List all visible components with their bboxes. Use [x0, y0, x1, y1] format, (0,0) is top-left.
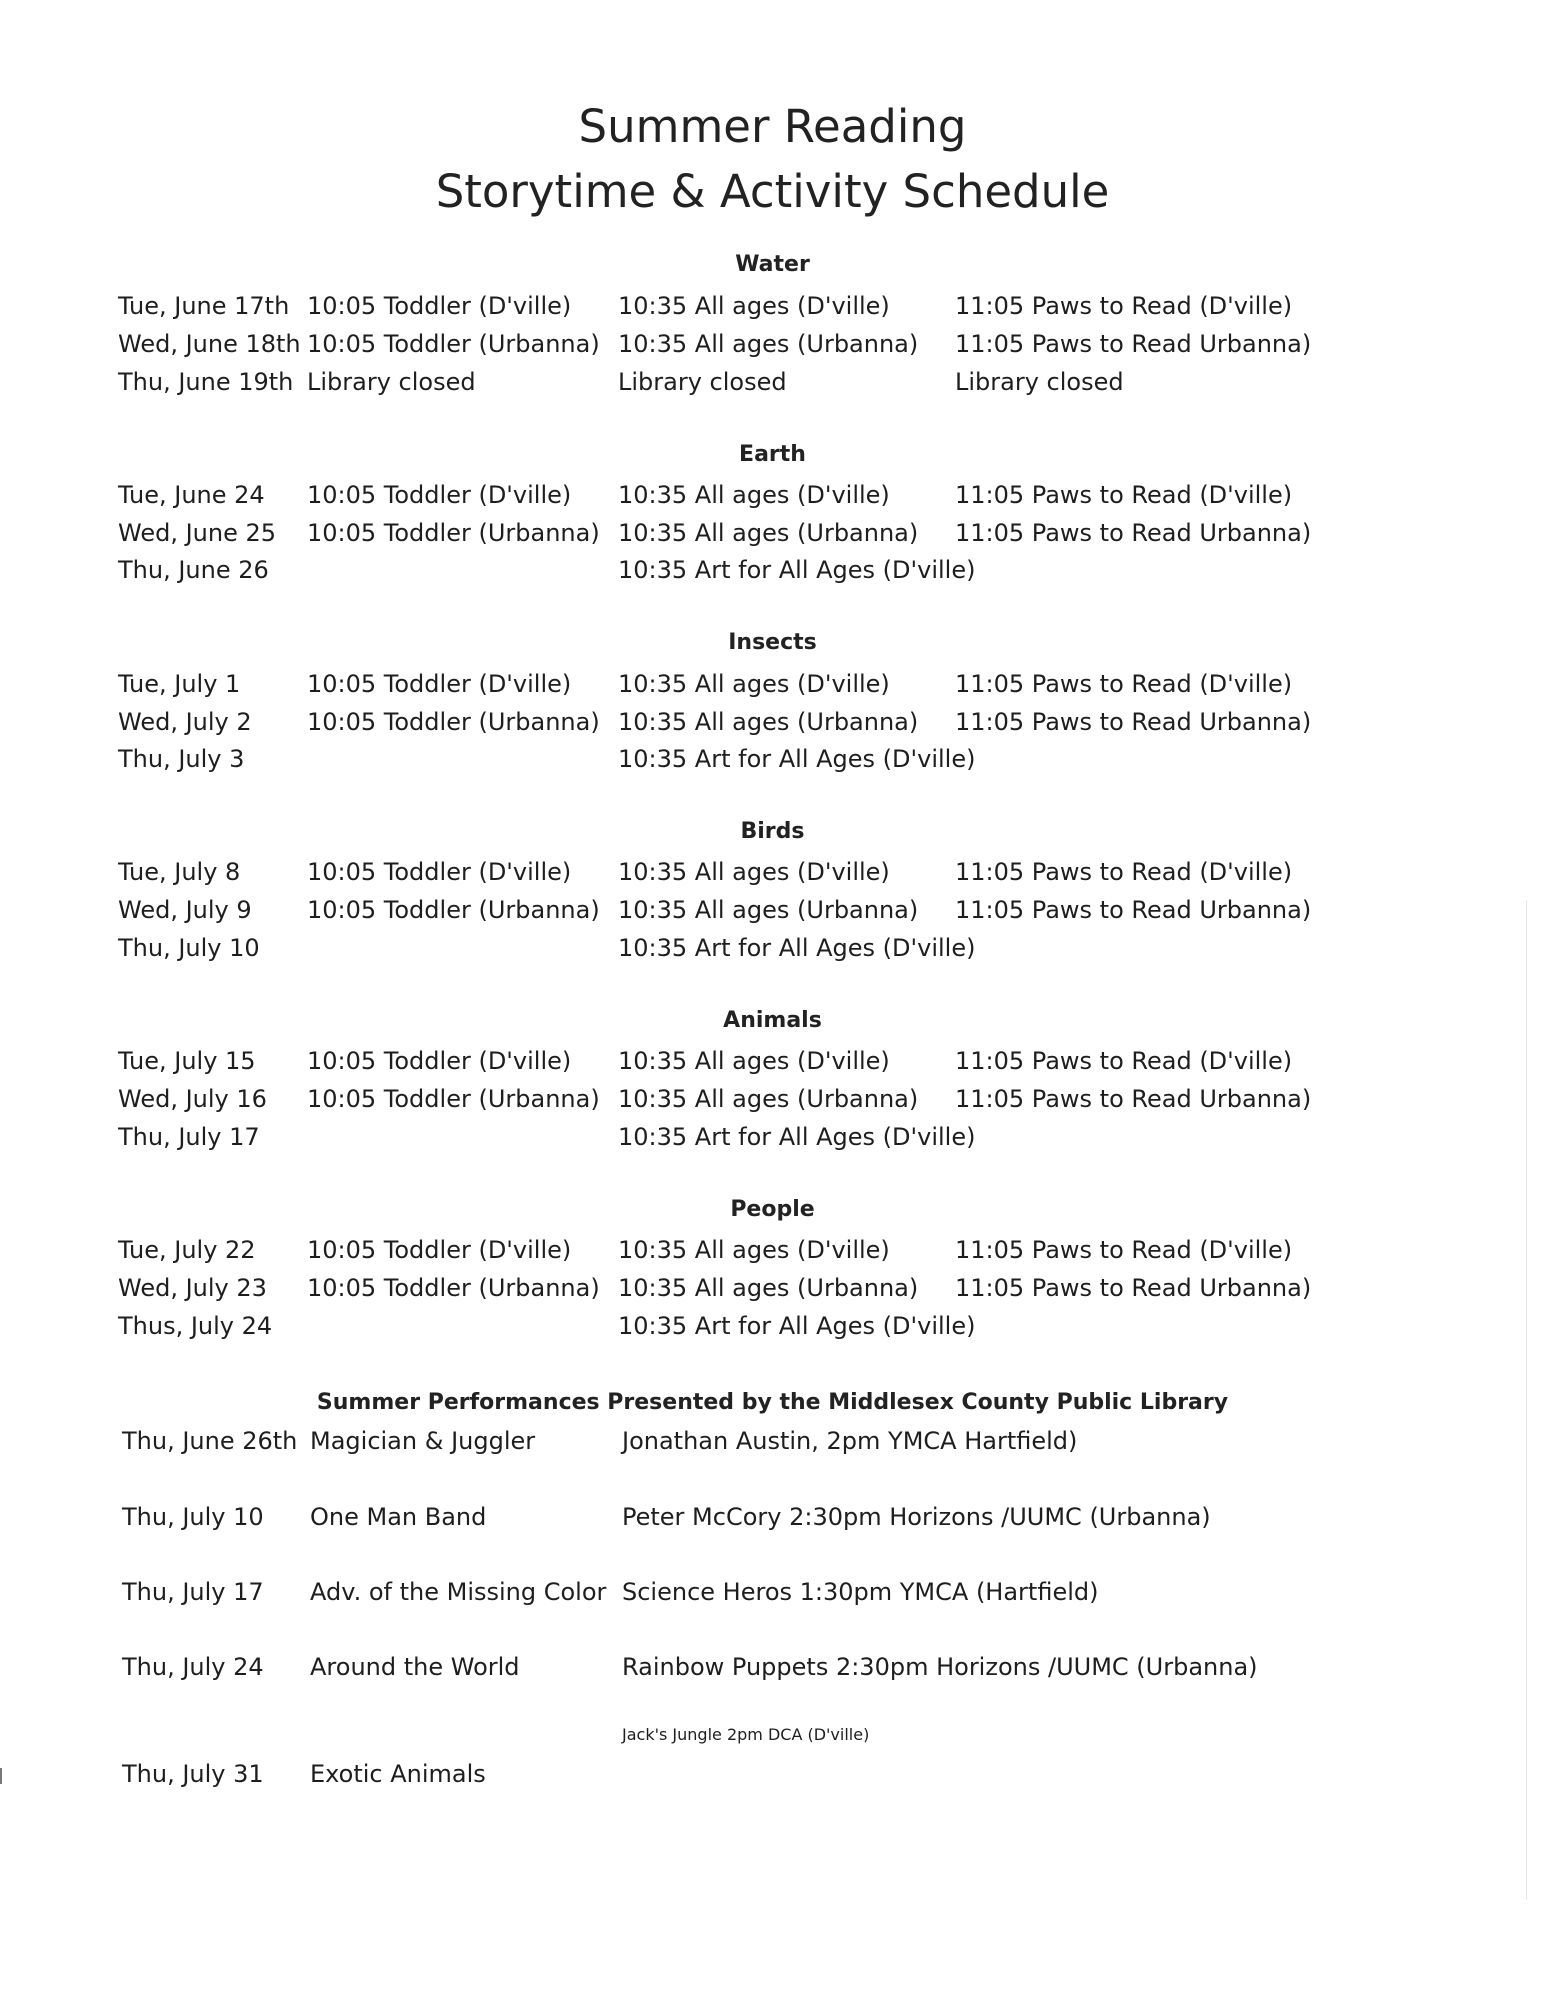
art-session: 10:35 Art for All Ages (D'ville) — [618, 556, 976, 584]
row-date: Wed, June 25 — [118, 519, 277, 547]
title-line-2: Storytime & Activity Schedule — [435, 165, 1110, 218]
schedule-row — [0, 745, 1545, 783]
all-ages-session: Library closed — [618, 368, 787, 396]
scan-right-rule — [1526, 900, 1527, 1900]
row-date: Wed, July 16 — [118, 1085, 267, 1113]
row-date: Tue, July 1 — [118, 670, 241, 698]
schedule-row — [0, 1047, 1545, 1085]
all-ages-session: 10:35 All ages (Urbanna) — [618, 1085, 919, 1113]
schedule-row — [0, 556, 1545, 594]
performance-detail: Jonathan Austin, 2pm YMCA Hartfield) — [622, 1427, 1078, 1455]
row-date: Thu, July 17 — [118, 1123, 260, 1151]
row-date: Wed, July 9 — [118, 896, 252, 924]
performance-date: Thu, July 31 — [122, 1760, 264, 1788]
row-date: Tue, July 22 — [118, 1236, 256, 1264]
row-date: Tue, June 24 — [118, 481, 265, 509]
toddler-session: 10:05 Toddler (Urbanna) — [307, 708, 600, 736]
row-date: Thus, July 24 — [118, 1312, 273, 1340]
schedule-row — [0, 708, 1545, 746]
row-date: Thu, June 26 — [118, 556, 269, 584]
art-session: 10:35 Art for All Ages (D'ville) — [618, 934, 976, 962]
paws-session: 11:05 Paws to Read (D'ville) — [955, 1047, 1293, 1075]
paws-session: 11:05 Paws to Read Urbanna) — [955, 330, 1312, 358]
all-ages-session: 10:35 All ages (Urbanna) — [618, 896, 919, 924]
performance-row — [0, 1427, 1545, 1465]
all-ages-session: 10:35 All ages (D'ville) — [618, 481, 890, 509]
row-date: Tue, July 8 — [118, 858, 241, 886]
toddler-session: 10:05 Toddler (Urbanna) — [307, 519, 600, 547]
performance-name: Exotic Animals — [310, 1760, 486, 1788]
all-ages-session: 10:35 All ages (D'ville) — [618, 1047, 890, 1075]
schedule-row — [0, 1085, 1545, 1123]
schedule-row — [0, 1123, 1545, 1161]
paws-session: 11:05 Paws to Read (D'ville) — [955, 1236, 1293, 1264]
scan-edge-mark — [0, 1768, 2, 1784]
performance-row — [0, 1653, 1545, 1691]
week-theme: Earth — [739, 442, 806, 467]
all-ages-session: 10:35 All ages (Urbanna) — [618, 519, 919, 547]
toddler-session: 10:05 Toddler (Urbanna) — [307, 330, 600, 358]
performance-name: One Man Band — [310, 1503, 487, 1531]
toddler-session: Library closed — [307, 368, 476, 396]
paws-session: 11:05 Paws to Read Urbanna) — [955, 519, 1312, 547]
paws-session: 11:05 Paws to Read Urbanna) — [955, 1274, 1312, 1302]
art-session: 10:35 Art for All Ages (D'ville) — [618, 745, 976, 773]
week-theme: Animals — [723, 1008, 822, 1033]
performance-date: Thu, July 17 — [122, 1578, 264, 1606]
week-theme: Water — [735, 252, 810, 277]
row-date: Thu, July 3 — [118, 745, 245, 773]
performance-row — [0, 1503, 1545, 1541]
paws-session: 11:05 Paws to Read (D'ville) — [955, 670, 1293, 698]
toddler-session: 10:05 Toddler (D'ville) — [307, 858, 572, 886]
performance-detail: Peter McCory 2:30pm Horizons /UUMC (Urbanna) — [622, 1503, 1211, 1531]
paws-session: Library closed — [955, 368, 1124, 396]
all-ages-session: 10:35 All ages (D'ville) — [618, 670, 890, 698]
schedule-row — [0, 292, 1545, 330]
row-date: Wed, June 18th — [118, 330, 301, 358]
title-line-1: Summer Reading — [578, 100, 967, 153]
all-ages-session: 10:35 All ages (Urbanna) — [618, 708, 919, 736]
row-date: Wed, July 2 — [118, 708, 252, 736]
all-ages-session: 10:35 All ages (D'ville) — [618, 1236, 890, 1264]
toddler-session: 10:05 Toddler (Urbanna) — [307, 1274, 600, 1302]
performance-date: Thu, June 26th — [122, 1427, 298, 1455]
row-date: Tue, June 17th — [118, 292, 290, 320]
row-date: Wed, July 23 — [118, 1274, 267, 1302]
all-ages-session: 10:35 All ages (D'ville) — [618, 292, 890, 320]
schedule-row — [0, 858, 1545, 896]
toddler-session: 10:05 Toddler (Urbanna) — [307, 896, 600, 924]
performance-detail: Rainbow Puppets 2:30pm Horizons /UUMC (Urbanna) — [622, 1653, 1258, 1681]
schedule-row — [0, 1236, 1545, 1274]
row-date: Thu, July 10 — [118, 934, 260, 962]
toddler-session: 10:05 Toddler (D'ville) — [307, 670, 572, 698]
schedule-row — [0, 519, 1545, 557]
performance-date: Thu, July 10 — [122, 1503, 264, 1531]
row-date: Thu, June 19th — [118, 368, 294, 396]
toddler-session: 10:05 Toddler (D'ville) — [307, 481, 572, 509]
art-session: 10:35 Art for All Ages (D'ville) — [618, 1312, 976, 1340]
schedule-row — [0, 896, 1545, 934]
all-ages-session: 10:35 All ages (Urbanna) — [618, 1274, 919, 1302]
performance-row — [0, 1578, 1545, 1616]
toddler-session: 10:05 Toddler (Urbanna) — [307, 1085, 600, 1113]
schedule-row — [0, 1274, 1545, 1312]
performance-name: Around the World — [310, 1653, 520, 1681]
paws-session: 11:05 Paws to Read (D'ville) — [955, 858, 1293, 886]
schedule-row — [0, 1312, 1545, 1350]
performance-row — [0, 1760, 1545, 1798]
performance-detail: Jack's Jungle 2pm DCA (D'ville) — [622, 1725, 870, 1744]
performances-heading: Summer Performances Presented by the Middlesex County Public Library — [316, 1390, 1229, 1415]
toddler-session: 10:05 Toddler (D'ville) — [307, 1047, 572, 1075]
paws-session: 11:05 Paws to Read (D'ville) — [955, 292, 1293, 320]
paws-session: 11:05 Paws to Read Urbanna) — [955, 708, 1312, 736]
paws-session: 11:05 Paws to Read (D'ville) — [955, 481, 1293, 509]
schedule-row — [0, 934, 1545, 972]
all-ages-session: 10:35 All ages (D'ville) — [618, 858, 890, 886]
performance-date: Thu, July 24 — [122, 1653, 264, 1681]
paws-session: 11:05 Paws to Read Urbanna) — [955, 896, 1312, 924]
toddler-session: 10:05 Toddler (D'ville) — [307, 292, 572, 320]
paws-session: 11:05 Paws to Read Urbanna) — [955, 1085, 1312, 1113]
performance-name: Adv. of the Missing Color — [310, 1578, 607, 1606]
toddler-session: 10:05 Toddler (D'ville) — [307, 1236, 572, 1264]
week-theme: Insects — [728, 630, 817, 655]
row-date: Tue, July 15 — [118, 1047, 256, 1075]
all-ages-session: 10:35 All ages (Urbanna) — [618, 330, 919, 358]
performance-name: Magician & Juggler — [310, 1427, 536, 1455]
schedule-row — [0, 330, 1545, 368]
art-session: 10:35 Art for All Ages (D'ville) — [618, 1123, 976, 1151]
schedule-row — [0, 670, 1545, 708]
week-theme: People — [730, 1197, 815, 1222]
schedule-row — [0, 368, 1545, 406]
week-theme: Birds — [740, 819, 805, 844]
performance-detail: Science Heros 1:30pm YMCA (Hartfield) — [622, 1578, 1099, 1606]
schedule-row — [0, 481, 1545, 519]
